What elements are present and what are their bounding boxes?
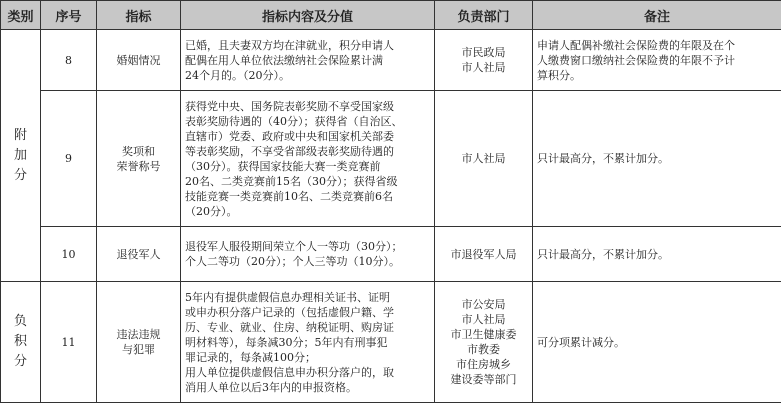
row-number: 11 <box>41 282 97 403</box>
indicator-cell: 退役军人 <box>97 227 181 282</box>
table-row <box>1 30 781 91</box>
table-row <box>1 282 781 403</box>
table-row <box>1 91 781 227</box>
content-cell: 获得党中央、国务院表彰奖励不享受国家级 表彰奖励待遇的（40分）；获得省（自治区、 直辖市）党委、政府或中央和国家机关部委 等表彰奖励，不享受省部级表彰奖励待遇的 （30分）。获得国家技能大赛一类竞赛前 20名、二类竞赛前15名（30分）；获得省级 技能竞赛一类竞赛前10名、二类竞赛前6名 （20分）。 <box>181 91 435 227</box>
row-number: 10 <box>41 227 97 282</box>
content-cell: 已婚，且夫妻双方均在津就业，积分申请人 配偶在用人单位依法缴纳社会保险累计满 24个月的。（20分）。 <box>181 30 435 91</box>
content-cell: 退役军人服役期间荣立个人一等功（30分）； 个人二等功（20分）；个人三等功（10分）。 <box>181 227 435 282</box>
header-content: 指标内容及分值 <box>181 1 435 30</box>
department-cell: 市人社局 <box>435 91 533 227</box>
header-number: 序号 <box>41 1 97 30</box>
indicator-cell: 奖项和 荣誉称号 <box>97 91 181 227</box>
note-cell: 申请人配偶补缴社会保险费的年限及在个 人缴费窗口缴纳社会保险费的年限不予计 算积分。 <box>533 30 781 91</box>
header-department: 负责部门 <box>435 1 533 30</box>
header-note: 备注 <box>533 1 781 30</box>
header-indicator: 指标 <box>97 1 181 30</box>
table-row <box>1 227 781 282</box>
note-cell: 只计最高分，不累计加分。 <box>533 91 781 227</box>
table-header-row <box>1 1 781 30</box>
category-bonus: 附 加 分 <box>1 30 41 282</box>
header-category: 类别 <box>1 1 41 30</box>
department-cell: 市民政局 市人社局 <box>435 30 533 91</box>
note-cell: 只计最高分，不累计加分。 <box>533 227 781 282</box>
note-cell: 可分项累计减分。 <box>533 282 781 403</box>
indicator-cell: 婚姻情况 <box>97 30 181 91</box>
category-penalty: 负 积 分 <box>1 282 41 403</box>
row-number: 9 <box>41 91 97 227</box>
indicator-cell: 违法违规 与犯罪 <box>97 282 181 403</box>
row-number: 8 <box>41 30 97 91</box>
content-cell: 5年内有提供虚假信息办理相关证书、证明 或申办积分落户记录的（包括虚假户籍、学 历、专业、就业、住房、纳税证明、购房证 明材料等），每条减30分；5年内有刑事犯 罪记录的，每条减100分； 用人单位提供虚假信息申办积分落户的，取 消用人单位以后3年内的申报资格。 <box>181 282 435 403</box>
department-cell: 市退役军人局 <box>435 227 533 282</box>
department-cell: 市公安局 市人社局 市卫生健康委 市教委 市住房城乡 建设委等部门 <box>435 282 533 403</box>
